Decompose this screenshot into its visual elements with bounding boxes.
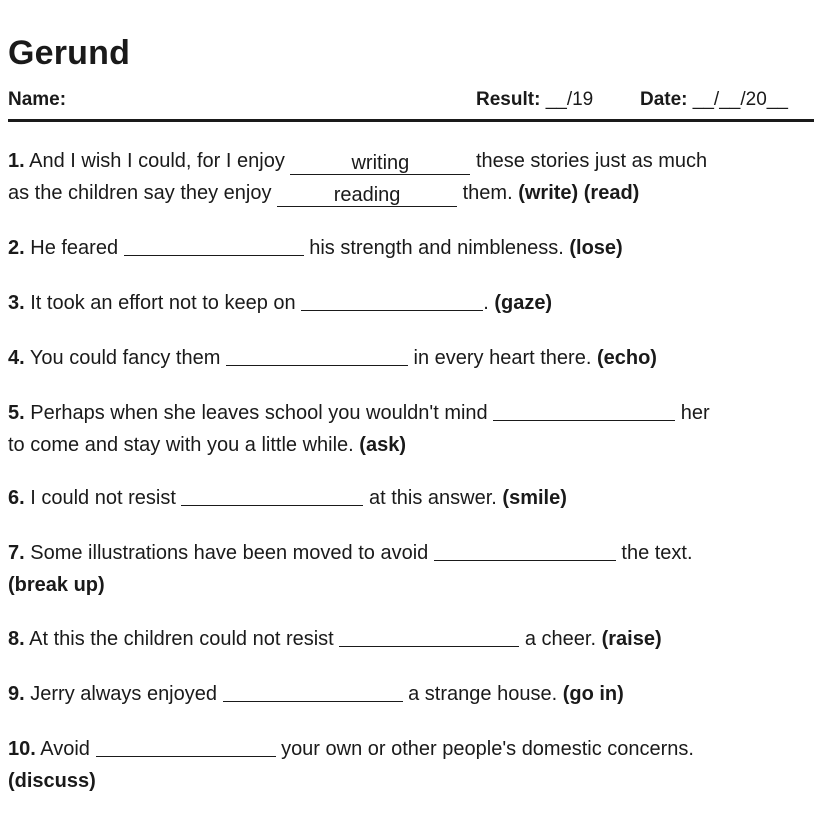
question-text: Avoid — [40, 738, 90, 760]
answer-blank[interactable] — [301, 288, 483, 311]
answer-blank[interactable]: reading — [277, 184, 457, 207]
name-label: Name: — [8, 89, 67, 110]
question-text: At this the children could not resist — [29, 628, 334, 650]
question-text: Some illustrations have been moved to avoid — [30, 542, 429, 564]
header-divider — [8, 119, 814, 122]
verb-hint: (echo) — [596, 347, 657, 369]
question-text: Perhaps when she leaves school you wouldn't mind — [30, 402, 488, 424]
question-text: these stories just as much — [475, 150, 708, 172]
question-number: 5. — [8, 402, 25, 424]
question-text: Jerry always enjoyed — [30, 683, 217, 705]
question-4 — [8, 342, 830, 374]
verb-hint: (gaze) — [494, 292, 553, 314]
page-title: Gerund — [8, 34, 131, 72]
question-number: 7. — [8, 542, 25, 564]
question-number: 3. — [8, 292, 25, 314]
question-text: at this answer. — [369, 487, 497, 509]
question-number: 10. — [8, 738, 36, 760]
question-text: He feared — [30, 237, 119, 259]
question-text: You could fancy them — [29, 347, 221, 369]
question-text: as the children say they enjoy — [8, 182, 272, 204]
question-text: the text. — [621, 542, 693, 564]
question-text: his strength and nimbleness. — [309, 237, 564, 259]
answer-blank[interactable] — [493, 398, 675, 421]
question-7-line-1 — [8, 537, 830, 569]
question-text: to come and stay with you a little while. — [8, 434, 354, 456]
answer-blank[interactable] — [124, 233, 304, 256]
verb-hint: (write) (read) — [518, 182, 640, 204]
question-text: your own or other people's domestic concerns. — [281, 738, 694, 760]
question-text: her — [680, 402, 710, 424]
question-text: in every heart there. — [413, 347, 592, 369]
question-text: a cheer. — [524, 628, 597, 650]
question-10-line-2 — [8, 765, 830, 797]
question-1-line-2 — [8, 177, 830, 209]
question-number: 4. — [8, 347, 25, 369]
result-label: Result: — [476, 89, 541, 110]
question-number: 9. — [8, 683, 25, 705]
answer-blank[interactable] — [339, 624, 519, 647]
date-field — [640, 89, 788, 111]
verb-hint: (ask) — [359, 434, 406, 456]
question-text: . — [483, 292, 489, 314]
verb-hint: (discuss) — [8, 770, 96, 792]
answer-blank[interactable] — [223, 679, 403, 702]
verb-hint: (smile) — [502, 487, 567, 509]
question-number: 1. — [8, 150, 25, 172]
date-value: __/__/20__ — [692, 89, 788, 110]
answer-blank[interactable] — [226, 343, 408, 366]
verb-hint: (go in) — [562, 683, 624, 705]
question-2 — [8, 232, 830, 264]
question-7-line-2 — [8, 569, 830, 601]
question-8 — [8, 623, 830, 655]
question-text: It took an effort not to keep on — [30, 292, 296, 314]
result-value: __/19 — [545, 89, 594, 110]
question-number: 6. — [8, 487, 25, 509]
question-10-line-1 — [8, 733, 830, 765]
answer-blank[interactable] — [181, 483, 363, 506]
question-number: 2. — [8, 237, 25, 259]
question-text: I could not resist — [30, 487, 176, 509]
answer-blank[interactable] — [434, 538, 616, 561]
question-6 — [8, 482, 830, 514]
question-9 — [8, 678, 830, 710]
question-5 — [8, 397, 830, 461]
question-1 — [8, 145, 830, 209]
question-10 — [8, 733, 830, 797]
verb-hint: (lose) — [569, 237, 623, 259]
answer-blank[interactable] — [96, 734, 276, 757]
question-7 — [8, 537, 830, 601]
question-1-line-1 — [8, 145, 830, 177]
question-number: 8. — [8, 628, 25, 650]
answer-blank[interactable]: writing — [290, 152, 470, 175]
question-text: And I wish I could, for I enjoy — [29, 150, 285, 172]
date-label: Date: — [640, 89, 688, 110]
verb-hint: (break up) — [8, 574, 105, 596]
question-5-line-2 — [8, 429, 830, 461]
verb-hint: (raise) — [601, 628, 662, 650]
question-text: a strange house. — [408, 683, 558, 705]
result-field — [476, 89, 593, 111]
question-text: them. — [462, 182, 513, 204]
question-3 — [8, 287, 830, 319]
question-5-line-1 — [8, 397, 830, 429]
